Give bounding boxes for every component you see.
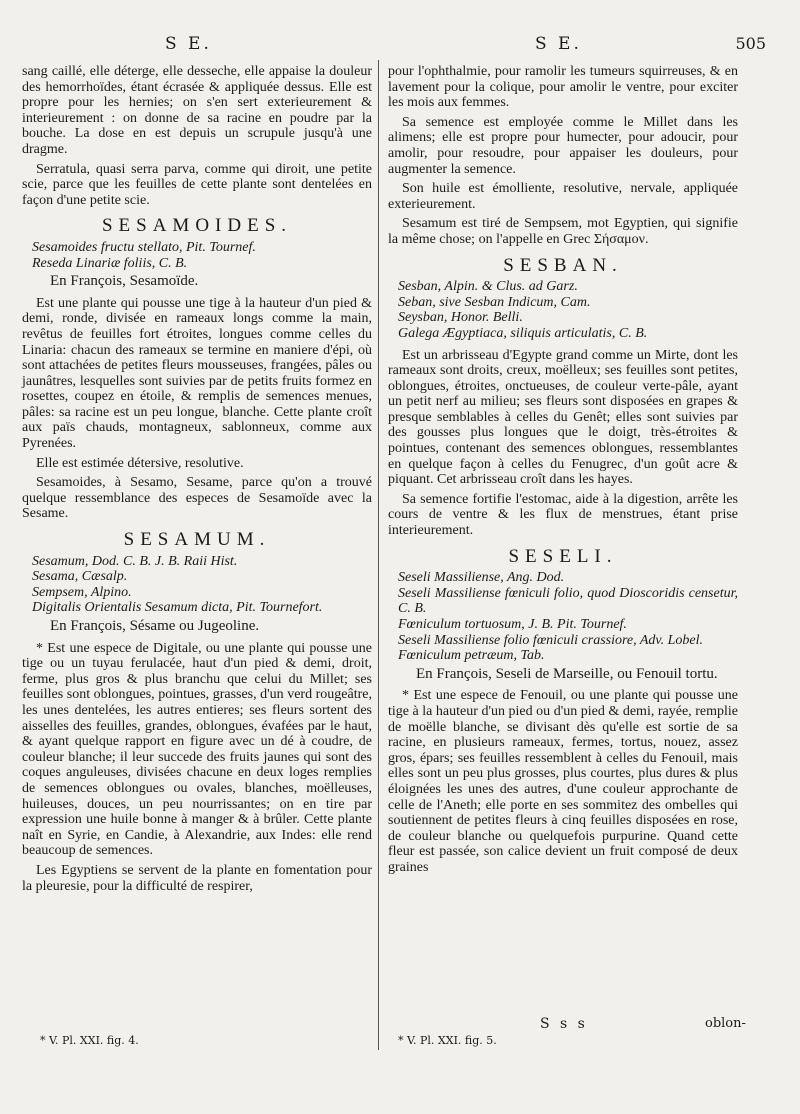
synonym: Seban, sive Sesban Indicum, Cam. bbox=[398, 294, 591, 310]
synonym: Sesamoides fructu stellato, Pit. Tournef. bbox=[32, 239, 256, 255]
footnote-left: * V. Pl. XXI. fig. 4. bbox=[40, 1034, 139, 1047]
synonym: Sempsem, Alpino. bbox=[32, 584, 132, 600]
french-name: En François, Sesamoïde. bbox=[50, 273, 199, 290]
entry-heading-sesban: SESBAN. bbox=[503, 254, 623, 276]
paragraph: Sesamum est tiré de Sempsem, mot Egyptien, qui signifie la même chose; on l'appelle en Grec Σήσαμον. bbox=[388, 216, 738, 247]
paragraph: Serratula, quasi serra parva, comme qui diroit, une petite scie, parce que les feuilles de cette plante sont dentelées en façon d'une petite scie. bbox=[22, 161, 372, 208]
synonym: Fœniculum petræum, Tab. bbox=[398, 648, 545, 664]
page-number: 505 bbox=[735, 34, 766, 53]
column-divider bbox=[378, 60, 379, 1050]
paragraph: sang caillé, elle déterge, elle desseche, elle appaise la douleur des hemorrhoïdes, étant écrasée & appliquée dessus. Elle est propre pour les hernies; on s'en sert exterieurement & interieurement : on donne de sa racine en poudre par la bouche. La dose en est depuis un scrupule jusqu'à une dragme. bbox=[22, 64, 372, 157]
synonym: Seysban, Honor. Belli. bbox=[398, 310, 523, 326]
french-name: En François, Sésame ou Jugeoline. bbox=[50, 618, 260, 634]
synonym: Reseda Linariæ foliis, C. B. bbox=[32, 255, 188, 271]
synonym: Seseli Massiliense folio fœniculi crassiore, Adv. Lobel. bbox=[398, 632, 703, 648]
synonym: Sesban, Alpin. & Clus. ad Garz. bbox=[398, 279, 578, 295]
paragraph: Son huile est émolliente, resolutive, nervale, appliquée exterieurement. bbox=[388, 181, 738, 212]
paragraph: Est une plante qui pousse une tige à la hauteur d'un pied & demi, ronde, divisée en rameaux longs comme la main, revêtus de feuilles fort étroites, longues comme celles du Linaria: chacun des rameaux se termine en maniere d'épi, où sont attachées de petites fleurs mousseuses, frangées, pâles ou jaunâtres, lesquelles sont suivies par de petits fruits formez en rosettes, coupez en étoile, & remplis de semences menues, pâles: sa racine est un peu longue, blanche. Cette plante croît aux païs chauds, montagneux, sablonneux, comme aux Pyrenées. bbox=[22, 295, 372, 452]
entry-heading-sesamoides: SESAMOIDES. bbox=[101, 215, 293, 237]
paragraph: Sesamoides, à Sesamo, Sesame, parce qu'on a trouvé quelque ressemblance des especes de Sesamoïde avec la Sesame. bbox=[22, 475, 372, 522]
entry-heading-seseli: SESELI. bbox=[508, 545, 618, 567]
running-head-left: S E. bbox=[165, 34, 212, 54]
synonym: Sesama, Cæsalp. bbox=[32, 569, 128, 585]
paragraph: * Est une espece de Fenouil, ou une plante qui pousse une tige à la hauteur d'un pied ou d'un pied & demi, rayée, remplie de moëlle blanche, se divisant dès qu'elle est sortie de sa racine, en plusieurs rameaux, fermes, tortus, nouez, assez gros, épars; ses feuilles ressemblent à celles du Fenouil, mais elles sont un peu plus grosses, plus courtes, plus dures & plus éloignées les unes des autres, d'une couleur approchante de celle de l'Aneth; elle porte en ses sommitez des ombelles qui soutiennent de petites fleurs à cinq feuilles disposées en rose, de couleur blanche ou quelquefois purpurine. Quand cette fleur est passée, son calice devient un fruit composé de deux graines bbox=[388, 688, 738, 875]
right-column bbox=[388, 64, 738, 1034]
synonym: Digitalis Orientalis Sesamum dicta, Pit. Tournefort. bbox=[32, 600, 323, 616]
paragraph: * Est une espece de Digitale, ou une plante qui pousse une tige ou un tuyau ferulacée, haut d'un pied & demi, droit, ferme, plus gros & plus branchu que celui du Millet; ses feuilles sont oblongues, pointues, grasses, d'un verd rougeâtre, les unes dentelées, les autres entieres; ses fleurs sortent des aisselles des feuilles, grandes, oblongues, évafées par le haut, & ayant quelque rapport en figure avec un dé à coudre, de couleur blanche; il leur succede des fruits jaunes qui sont des coques anguleuses, divisées chacune en deux loges remplies de semences oblongues ou ovales, blanches, moëlleuses, huileuses, douces, un peu nourrissantes; on en tire par expression une huile bonne à manger & à brûler. Cette plante naît en Syrie, en Candie, à Alexandrie, aux Indes: elle rend beaucoup de semences. bbox=[22, 640, 372, 859]
paragraph: Est un arbrisseau d'Egypte grand comme un Mirte, dont les rameaux sont droits, creux, moëlleux; ses feuilles sont petites, oblongues, étroites, onctueuses, de couleur verte-pâle, ayant un petit nerf au milieu; ses fleurs sont disposées en grapes & presque semblables à celles du Genêt; elles sont suivies par des gousses plus longues que le doigt, très-étroites & pointues, contenant des semences oblongues, ressemblantes en quelque façon à celles du Fenugrec, d'un goût acre & piquant. Cet arbrisseau croît dans les hayes. bbox=[388, 347, 738, 488]
synonym: Sesamum, Dod. C. B. J. B. Raii Hist. bbox=[32, 553, 238, 569]
paragraph: Sa semence fortifie l'estomac, aide à la digestion, arrête les cours de ventre & les flux de menstrues, étant prise interieurement. bbox=[388, 491, 738, 539]
synonym: Galega Ægyptiaca, siliquis articulatis, C. B. bbox=[398, 325, 648, 341]
synonym: Fœniculum tortuosum, J. B. Pit. Tournef. bbox=[398, 617, 627, 632]
paragraph: Sa semence est employée comme le Millet dans les alimens; elle est propre pour humecter, pour adoucir, pour amolir, pour resoudre, pour appaiser les douleurs, pour augmenter la semence. bbox=[388, 114, 738, 177]
french-name: En François, Seseli de Marseille, ou Fenouil tortu. bbox=[416, 665, 718, 682]
entry-heading-sesamum: SESAMUM. bbox=[123, 529, 271, 551]
catchword: oblon- bbox=[705, 1016, 746, 1031]
synonym: Seseli Massiliense fœniculi folio, quod Dioscoridis censetur, C. B. bbox=[398, 585, 738, 617]
synonym: Seseli Massiliense, Ang. Dod. bbox=[398, 570, 565, 586]
signature-mark: S s s bbox=[540, 1016, 588, 1032]
paragraph: pour l'ophthalmie, pour ramolir les tumeurs squirreuses, & en lavement pour la colique, pour amolir le ventre, pour exciter les mois aux femmes. bbox=[388, 64, 738, 111]
left-column bbox=[22, 64, 372, 1034]
paragraph: Les Egyptiens se servent de la plante en fomentation pour la pleuresie, pour la difficulté de respirer, bbox=[22, 862, 372, 894]
paragraph: Elle est estimée détersive, resolutive. bbox=[36, 455, 244, 471]
footnote-right: * V. Pl. XXI. fig. 5. bbox=[398, 1034, 497, 1047]
running-head-right: S E. bbox=[535, 34, 582, 54]
